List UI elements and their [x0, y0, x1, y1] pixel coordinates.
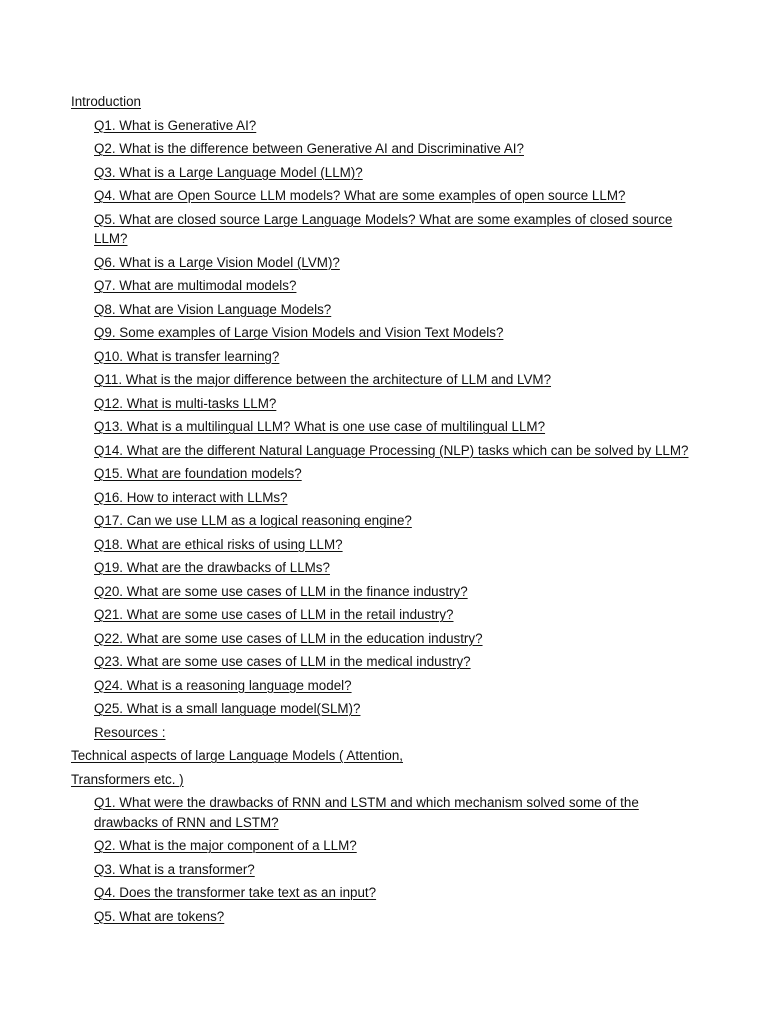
toc-tech-item-q3[interactable]: Q3. What is a transformer?: [94, 861, 255, 877]
toc-tech-item-q5[interactable]: Q5. What are tokens?: [94, 908, 225, 924]
toc-item-q19[interactable]: Q19. What are the drawbacks of LLMs?: [94, 560, 330, 575]
toc-item-q11[interactable]: Q11. What is the major difference between the architecture of LLM and LVM?: [94, 372, 552, 387]
toc-item-q3[interactable]: Q3. What is a Large Language Model (LLM)?: [94, 164, 363, 180]
toc-item-q23[interactable]: Q23. What are some use cases of LLM in the medical industry?: [94, 654, 471, 669]
toc-item-q17[interactable]: Q17. Can we use LLM as a logical reasoning engine?: [94, 513, 412, 528]
toc-item-q20[interactable]: Q20. What are some use cases of LLM in the finance industry?: [94, 583, 468, 599]
toc-item-q9[interactable]: Q9. Some examples of Large Vision Models and Vision Text Models?: [94, 325, 504, 340]
toc-item-q14[interactable]: Q14. What are the different Natural Language Processing (NLP) tasks which can be solved by LLM?: [94, 442, 689, 458]
toc-heading-technical-line2[interactable]: Transformers etc. ): [71, 771, 184, 787]
toc-item-q4[interactable]: Q4. What are Open Source LLM models? What are some examples of open source LLM?: [94, 188, 626, 203]
toc-tech-item-q1[interactable]: Q1. What were the drawbacks of RNN and LSTM and which mechanism solved some of the drawbacks of RNN and LSTM?: [94, 795, 639, 830]
toc-item-q12[interactable]: Q12. What is multi-tasks LLM?: [94, 395, 277, 411]
toc-item-q7[interactable]: Q7. What are multimodal models?: [94, 278, 297, 293]
toc-item-q13[interactable]: Q13. What is a multilingual LLM? What is one use case of multilingual LLM?: [94, 419, 546, 434]
toc-item-q18[interactable]: Q18. What are ethical risks of using LLM?: [94, 536, 343, 552]
toc-item-q6[interactable]: Q6. What is a Large Vision Model (LVM)?: [94, 254, 340, 270]
toc-item-resources[interactable]: Resources :: [94, 724, 166, 740]
toc-heading-introduction[interactable]: Introduction: [71, 94, 141, 109]
toc-item-q10[interactable]: Q10. What is transfer learning?: [94, 348, 280, 364]
table-of-contents: [71, 92, 701, 930]
toc-item-q15[interactable]: Q15. What are foundation models?: [94, 466, 302, 481]
toc-item-q2[interactable]: Q2. What is the difference between Generative AI and Discriminative AI?: [94, 141, 524, 156]
toc-tech-item-q4[interactable]: Q4. Does the transformer take text as an input?: [94, 885, 377, 900]
toc-item-q24[interactable]: Q24. What is a reasoning language model?: [94, 677, 352, 693]
toc-heading-technical-line1[interactable]: Technical aspects of large Language Models ( Attention,: [71, 748, 403, 763]
toc-item-q5[interactable]: Q5. What are closed source Large Language Models? What are some examples of closed source LLM?: [94, 211, 673, 246]
toc-item-q22[interactable]: Q22. What are some use cases of LLM in the education industry?: [94, 630, 483, 646]
toc-tech-item-q2[interactable]: Q2. What is the major component of a LLM?: [94, 838, 357, 853]
toc-item-q25[interactable]: Q25. What is a small language model(SLM)?: [94, 701, 361, 716]
toc-item-q21[interactable]: Q21. What are some use cases of LLM in the retail industry?: [94, 607, 454, 622]
toc-item-q8[interactable]: Q8. What are Vision Language Models?: [94, 301, 332, 317]
toc-item-q16[interactable]: Q16. How to interact with LLMs?: [94, 489, 288, 505]
toc-item-q1[interactable]: Q1. What is Generative AI?: [94, 117, 257, 133]
